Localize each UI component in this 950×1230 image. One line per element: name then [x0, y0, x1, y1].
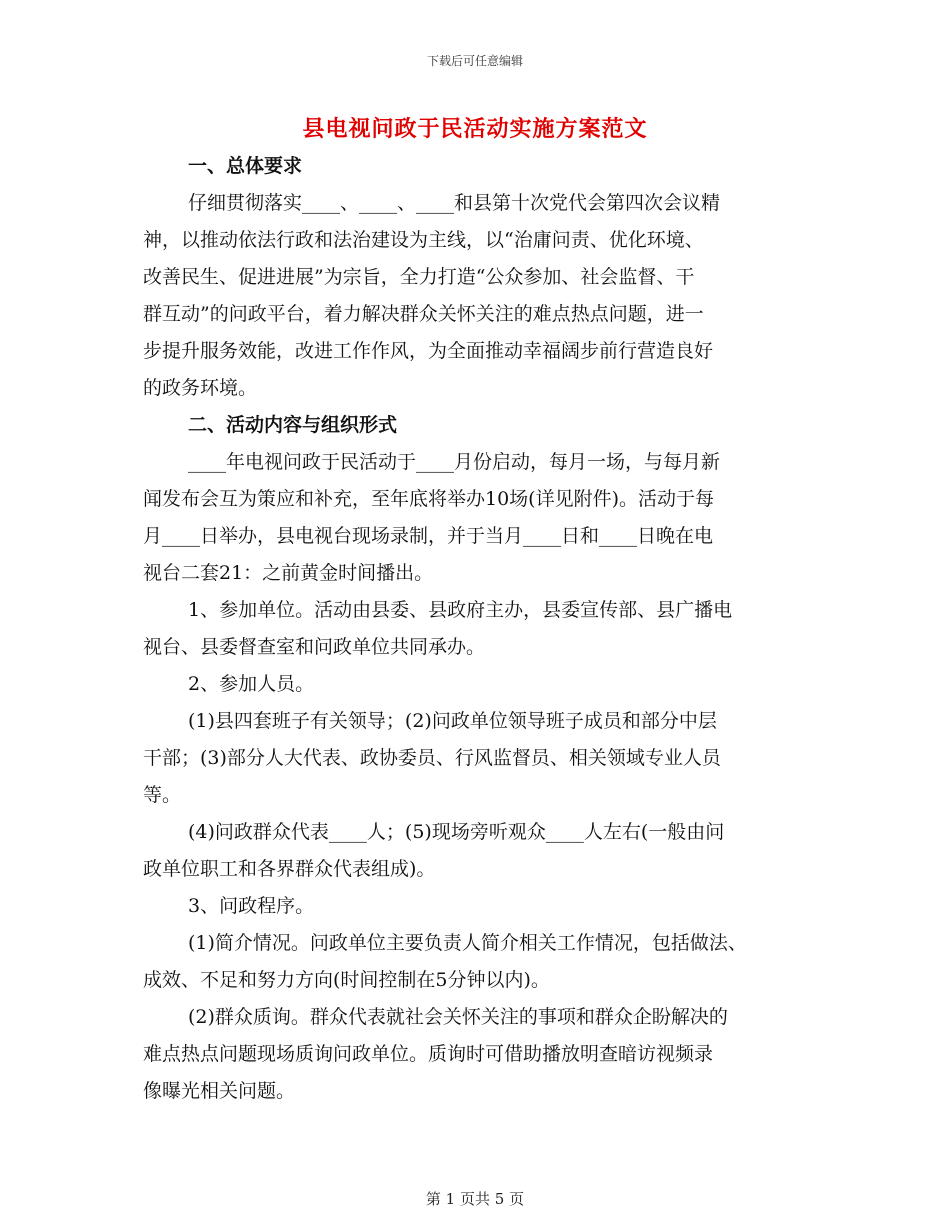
paragraph-line: (1)简介情况。问政单位主要负责人简介相关工作情况，包括做法、 [188, 932, 747, 954]
paragraph-line: 视台、县委督查室和问政单位共同承办。 [143, 636, 486, 658]
paragraph-line: 3、问政程序。 [188, 895, 315, 917]
paragraph-line: 政单位职工和各界群众代表组成)。 [143, 858, 436, 880]
page-footer: 第 1 页共 5 页 [425, 1190, 525, 1208]
paragraph-line: 步提升服务效能，改进工作作风，为全面推动幸福阔步前行营造良好 [143, 340, 714, 362]
paragraph-line: 难点热点问题现场质询问政单位。质询时可借助播放明查暗访视频录 [143, 1043, 714, 1065]
paragraph-line: 仔细贯彻落实____、____、____和县第十次党代会第四次会议精 [188, 192, 721, 214]
paragraph-line: ____年电视问政于民活动于____月份启动，每月一场，与每月新 [188, 451, 721, 473]
paragraph-line: 闻发布会互为策应和补充，至年底将举办10场(详见附件)。活动于每 [143, 488, 715, 510]
paragraph-line: 等。 [143, 784, 182, 806]
section-heading: 二、活动内容与组织形式 [188, 414, 398, 436]
paragraph-line: 改善民生、促进进展”为宗旨，全力打造“公众参加、社会监督、干 [143, 266, 695, 288]
paragraph-line: 的政务环境。 [143, 377, 258, 399]
paragraph-line: 群互动”的问政平台，着力解决群众关怀关注的难点热点问题，进一 [143, 303, 704, 325]
paragraph-line: 像曝光相关问题。 [143, 1080, 296, 1102]
section-heading: 一、总体要求 [188, 155, 303, 177]
paragraph-line: 月____日举办，县电视台现场录制，并于当月____日和____日晚在电 [143, 525, 714, 547]
paragraph-line: (2)群众质询。群众代表就社会关怀关注的事项和群众企盼解决的 [188, 1006, 728, 1028]
paragraph-line: 神，以推动依法行政和法治建设为主线，以“治庸问责、优化环境、 [143, 229, 704, 251]
paragraph-line: 1、参加单位。活动由县委、县政府主办，县委宣传部、县广播电 [188, 599, 733, 621]
paragraph-line: 视台二套21：之前黄金时间播出。 [143, 562, 434, 584]
paragraph-line: 2、参加人员。 [188, 673, 315, 695]
paragraph-line: 成效、不足和努力方向(时间控制在5分钟以内)。 [143, 969, 550, 991]
header-note: 下载后可任意编辑 [426, 54, 523, 68]
paragraph-line: (4)问政群众代表____人；(5)现场旁听观众____人左右(一般由问 [188, 821, 725, 843]
paragraph-line: (1)县四套班子有关领导；(2)问政单位领导班子成员和部分中层 [188, 710, 717, 732]
document-title: 县电视问政于民活动实施方案范文 [302, 116, 648, 142]
paragraph-line: 干部；(3)部分人大代表、政协委员、行风监督员、相关领域专业人员 [143, 747, 721, 769]
document-body [143, 148, 823, 1110]
